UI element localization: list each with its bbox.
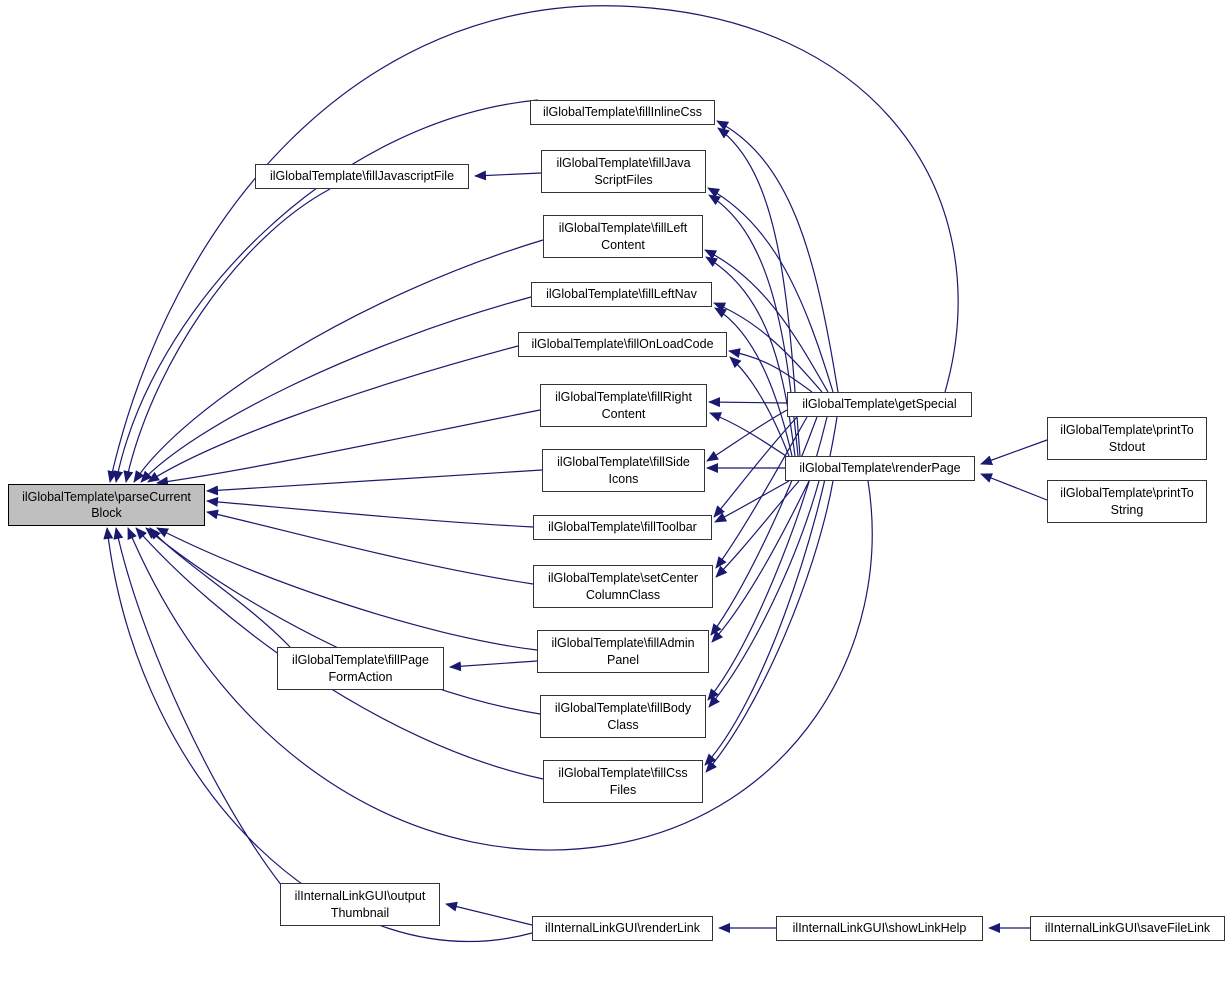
graph-node-label: ScriptFiles	[594, 172, 653, 187]
edge-outputThumbnail-to-parseCurrentBlock	[116, 528, 282, 886]
graph-node-label: ilGlobalTemplate\printTo	[1060, 486, 1194, 501]
graph-node-fillOnLoadCode[interactable]	[518, 332, 727, 357]
graph-node-fillInlineCss[interactable]	[530, 100, 715, 125]
edge-fillJavaScriptFiles-to-fillJavascriptFile	[475, 173, 541, 176]
graph-node-parseCurrentBlock	[8, 484, 205, 526]
graph-node-label: ilGlobalTemplate\fillJavascriptFile	[269, 169, 455, 184]
graph-node-label: ilGlobalTemplate\fillPage	[292, 653, 429, 668]
graph-node-label: ilGlobalTemplate\fillRight	[555, 390, 692, 405]
graph-node-renderLink[interactable]	[532, 916, 713, 941]
graph-node-fillSideIcons[interactable]	[542, 449, 705, 492]
graph-node-label: ilInternalLinkGUI\saveFileLink	[1044, 921, 1211, 936]
graph-node-fillToolbar[interactable]	[533, 515, 712, 540]
edge-fillLeftContent-to-parseCurrentBlock	[134, 240, 543, 482]
graph-node-label: ilGlobalTemplate\fillToolbar	[548, 520, 697, 535]
graph-node-label: ilInternalLinkGUI\showLinkHelp	[792, 921, 967, 936]
graph-node-label: FormAction	[328, 669, 393, 684]
edge-renderPage-to-fillAdminPanel	[712, 481, 809, 642]
edge-printToString-to-renderPage	[981, 474, 1047, 500]
graph-node-outputThumbnail[interactable]	[280, 883, 440, 926]
graph-node-saveFileLink[interactable]	[1030, 916, 1225, 941]
graph-node-label: Class	[607, 717, 639, 732]
graph-node-label: Content	[601, 406, 646, 421]
graph-node-setCenterColumnClass[interactable]	[533, 565, 713, 608]
graph-node-label: Panel	[607, 652, 639, 667]
edge-renderPage-to-parseCurrentBlock	[128, 481, 872, 850]
graph-node-label: Block	[91, 506, 122, 520]
edge-printToStdout-to-renderPage	[981, 440, 1047, 464]
graph-node-label: ilGlobalTemplate\fillAdmin	[551, 636, 695, 651]
graph-node-fillJavaScriptFiles[interactable]	[541, 150, 706, 193]
graph-node-showLinkHelp[interactable]	[776, 916, 983, 941]
graph-node-label: ilGlobalTemplate\fillOnLoadCode	[531, 337, 714, 352]
edge-getSpecial-to-fillLeftContent	[705, 250, 828, 392]
graph-node-fillCssFiles[interactable]	[543, 760, 703, 803]
graph-node-label: ColumnClass	[585, 587, 661, 602]
edge-renderLink-to-outputThumbnail	[446, 904, 532, 925]
graph-node-label: ilGlobalTemplate\fillSide	[557, 455, 690, 470]
graph-node-label: Icons	[608, 471, 639, 486]
graph-node-label: ilInternalLinkGUI\renderLink	[545, 921, 700, 936]
edge-renderPage-to-setCenterColumnClass	[716, 481, 799, 577]
edge-renderPage-to-fillBodyClass	[709, 481, 819, 707]
graph-node-label: Files	[609, 782, 637, 797]
graph-node-fillAdminPanel[interactable]	[537, 630, 709, 673]
edge-fillAdminPanel-to-fillPageFormAction	[450, 661, 537, 667]
edge-fillSideIcons-to-parseCurrentBlock	[207, 470, 542, 491]
graph-node-printToStdout[interactable]	[1047, 417, 1207, 460]
graph-node-label: Stdout	[1108, 439, 1146, 454]
graph-node-label: ilGlobalTemplate\setCenter	[547, 571, 699, 586]
graph-node-renderPage[interactable]	[785, 456, 975, 481]
edge-fillRightContent-to-parseCurrentBlock	[157, 410, 540, 483]
graph-node-label: ilGlobalTemplate\fillInlineCss	[542, 105, 703, 120]
graph-node-fillLeftContent[interactable]	[543, 215, 703, 258]
graph-node-label: ilGlobalTemplate\fillCss	[558, 766, 688, 781]
graph-node-fillRightContent[interactable]	[540, 384, 707, 427]
graph-node-label: Content	[601, 237, 645, 252]
edge-renderLink-to-parseCurrentBlock	[107, 528, 532, 941]
graph-node-fillBodyClass[interactable]	[540, 695, 706, 738]
graph-node-fillJavascriptFile[interactable]	[255, 164, 469, 189]
graph-node-label: ilGlobalTemplate\getSpecial	[802, 397, 957, 412]
graph-node-label: ilGlobalTemplate\fillJava	[556, 156, 691, 171]
graph-node-label: ilGlobalTemplate\fillLeftNav	[546, 287, 697, 302]
graph-node-label: ilGlobalTemplate\fillLeft	[558, 221, 688, 236]
edge-fillJavascriptFile-to-parseCurrentBlock	[126, 189, 330, 482]
graph-node-label: ilGlobalTemplate\renderPage	[799, 461, 961, 476]
graph-node-fillLeftNav[interactable]	[531, 282, 712, 307]
graph-node-label: ilGlobalTemplate\fillBody	[554, 701, 692, 716]
edge-fillPageFormAction-to-parseCurrentBlock	[150, 528, 290, 647]
edge-setCenterColumnClass-to-parseCurrentBlock	[207, 512, 533, 584]
graph-node-label: String	[1110, 502, 1144, 517]
graph-node-getSpecial[interactable]	[787, 392, 972, 417]
graph-node-label: ilInternalLinkGUI\output	[294, 889, 426, 904]
edge-getSpecial-to-fillSideIcons	[707, 410, 787, 461]
graph-node-fillPageFormAction[interactable]	[277, 647, 444, 690]
graph-node-label: Thumbnail	[330, 905, 390, 920]
edge-getSpecial-to-fillRightContent	[709, 402, 787, 403]
graph-node-label: ilGlobalTemplate\printTo	[1060, 423, 1194, 438]
graph-node-label: ilGlobalTemplate\parseCurrent	[22, 489, 191, 504]
graph-node-printToString[interactable]	[1047, 480, 1207, 523]
